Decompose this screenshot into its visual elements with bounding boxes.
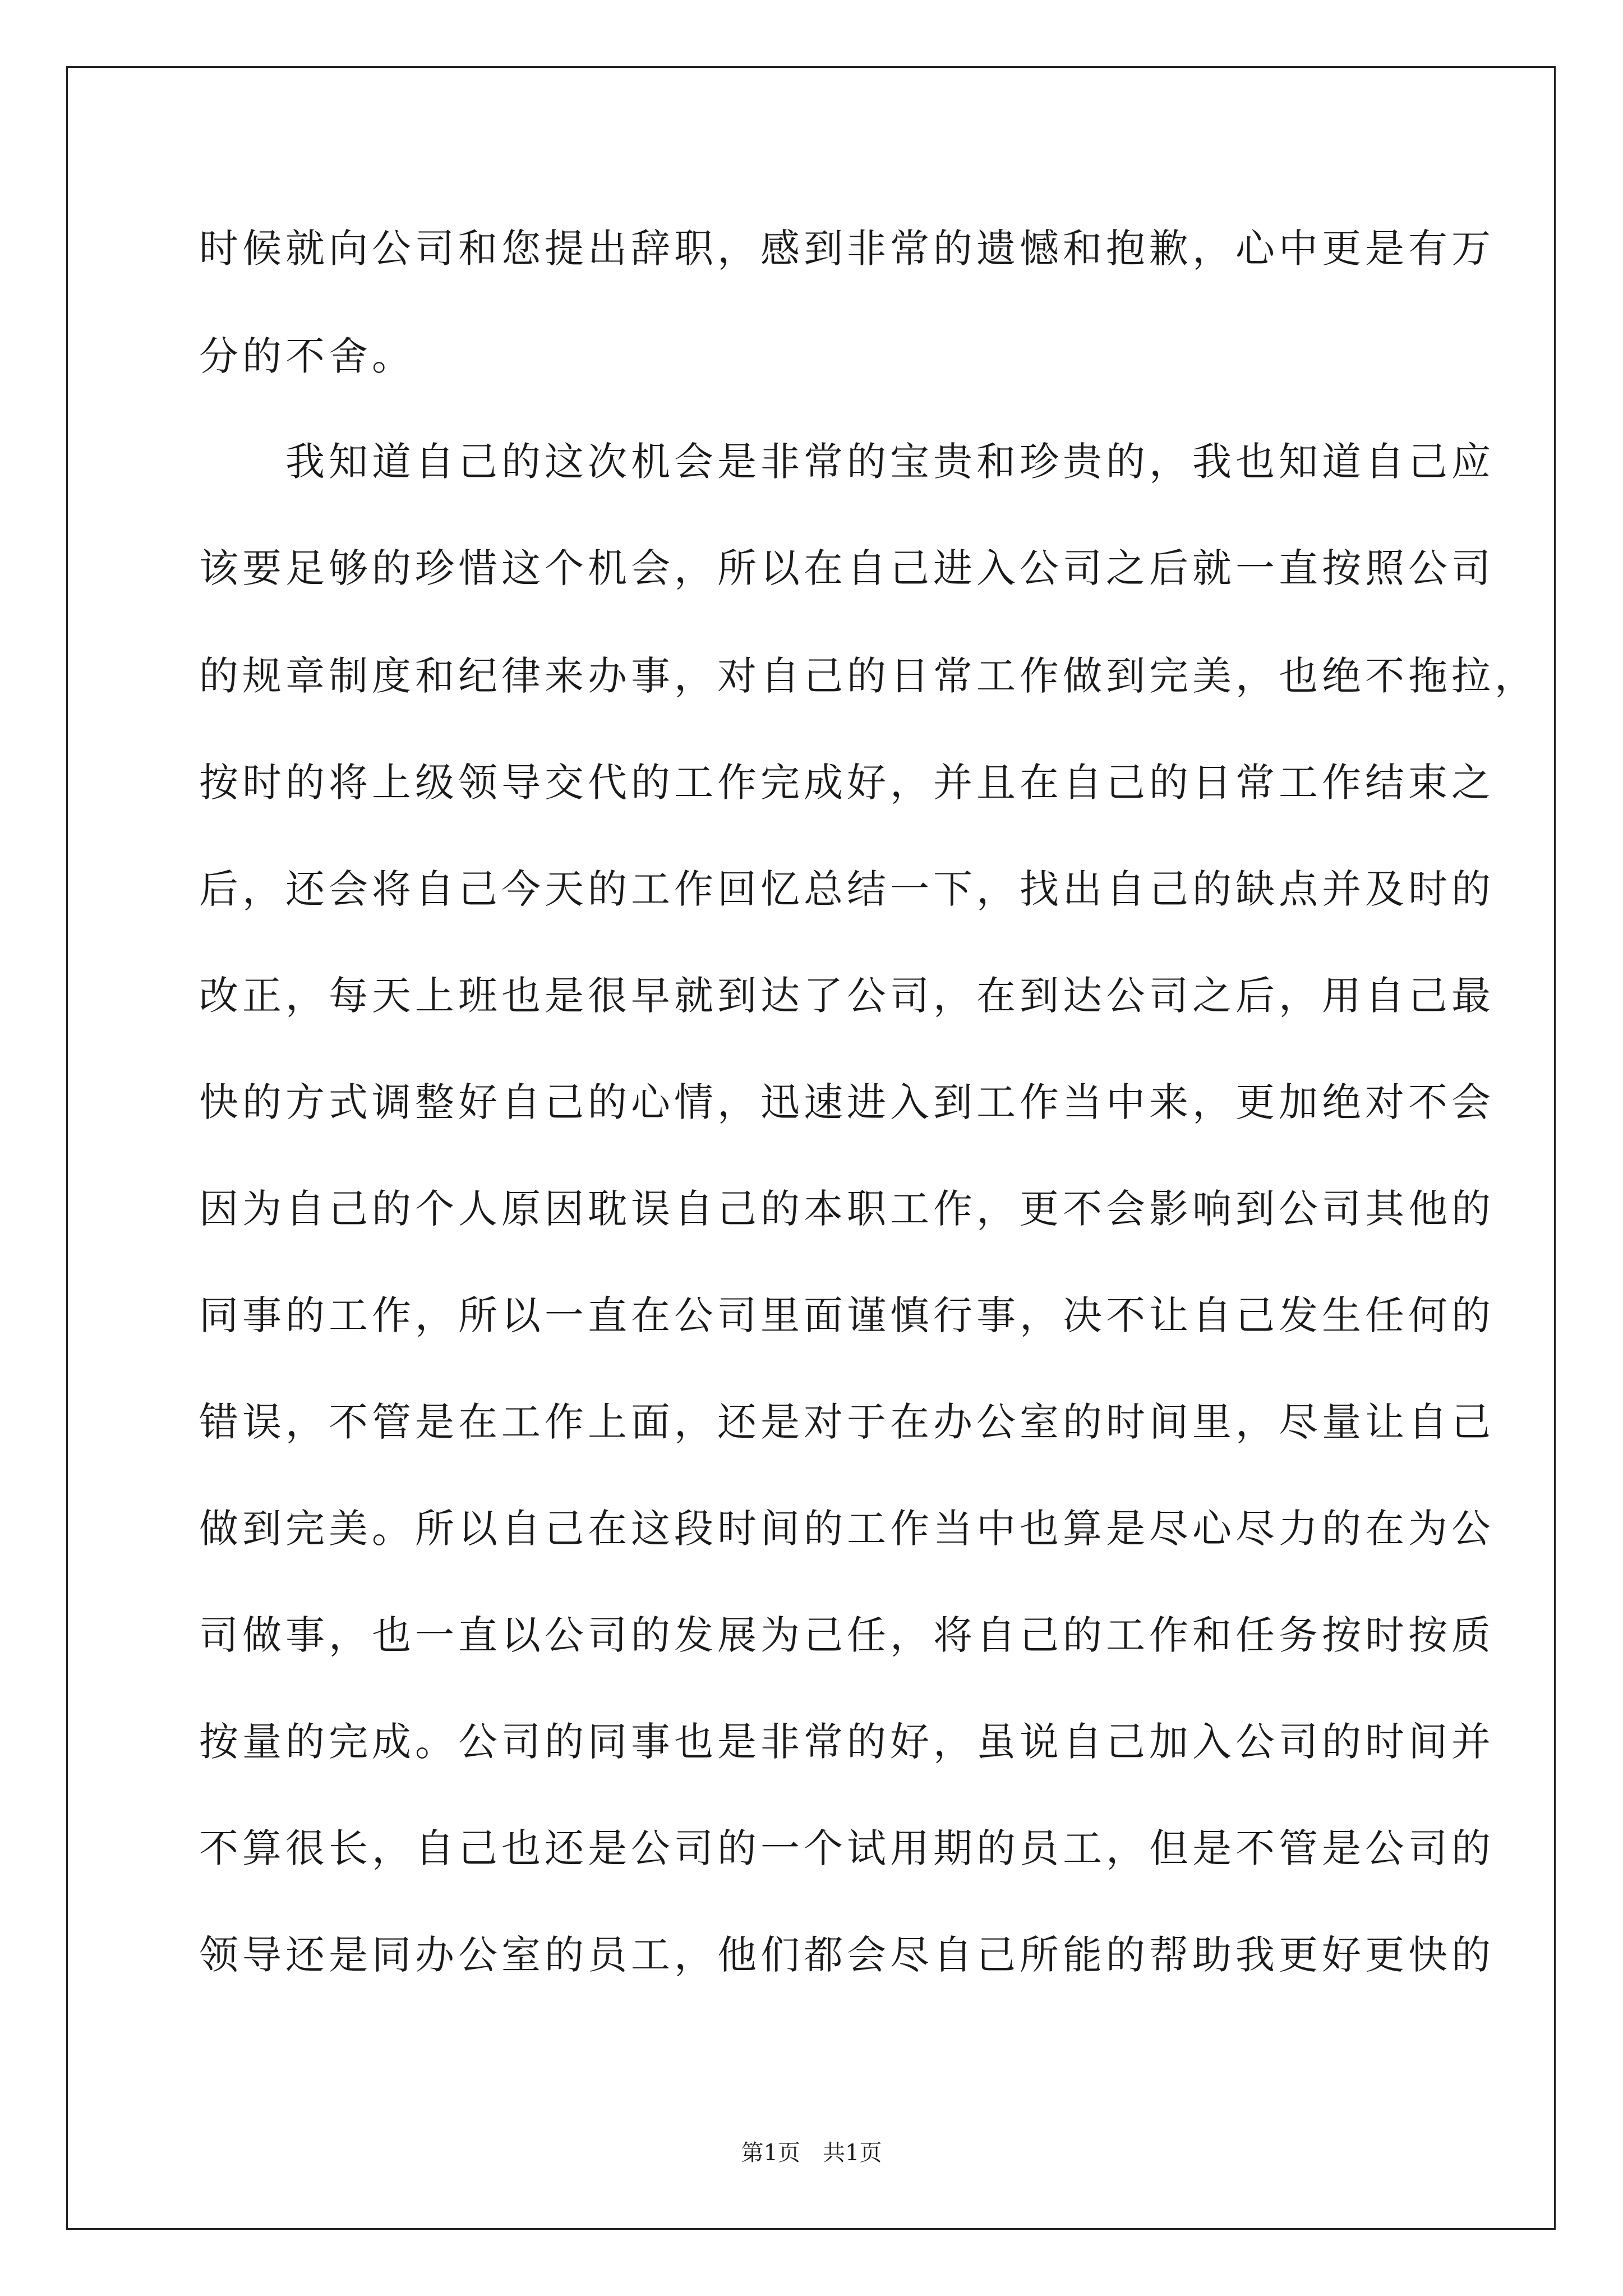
body-line-2: 分的不舍。 [199,333,415,379]
body-line-8: 改正，每天上班也是很早就到达了公司，在到达公司之后，用自己最 [199,973,1495,1019]
body-line-15: 按量的完成。公司的同事也是非常的好，虽说自己加入公司的时间并 [199,1719,1495,1765]
body-line-6: 按时的将上级领导交代的工作完成好，并且在自己的日常工作结束之 [199,760,1495,806]
body-line-7: 后，还会将自己今天的工作回忆总结一下，找出自己的缺点并及时的 [199,866,1495,912]
body-line-5: 的规章制度和纪律来办事，对自己的日常工作做到完美，也绝不拖拉， [199,653,1538,699]
body-line-16: 不算很长，自己也还是公司的一个试用期的员工，但是不管是公司的 [199,1825,1495,1871]
body-line-13: 做到完美。所以自己在这段时间的工作当中也算是尽心尽力的在为公 [199,1506,1495,1552]
body-line-10: 因为自己的个人原因耽误自己的本职工作，更不会影响到公司其他的 [199,1186,1495,1232]
body-line-9: 快的方式调整好自己的心情，迅速进入到工作当中来，更加绝对不会 [199,1079,1495,1125]
body-line-14: 司做事，也一直以公司的发展为己任，将自己的工作和任务按时按质 [199,1612,1495,1658]
body-line-12: 错误，不管是在工作上面，还是对于在办公室的时间里，尽量让自己 [199,1399,1495,1445]
page-footer: 第1页 共1页 [741,2140,882,2166]
page-border [66,66,1556,2230]
body-line-17: 领导还是同办公室的员工，他们都会尽自己所能的帮助我更好更快的 [199,1932,1495,1978]
body-line-1: 时候就向公司和您提出辞职，感到非常的遗憾和抱歉，心中更是有万 [199,226,1495,272]
body-line-11: 同事的工作，所以一直在公司里面谨慎行事，决不让自己发生任何的 [199,1292,1495,1338]
body-line-4: 该要足够的珍惜这个机会，所以在自己进入公司之后就一直按照公司 [199,545,1495,591]
body-line-3: 我知道自己的这次机会是非常的宝贵和珍贵的，我也知道自己应 [199,439,1495,485]
